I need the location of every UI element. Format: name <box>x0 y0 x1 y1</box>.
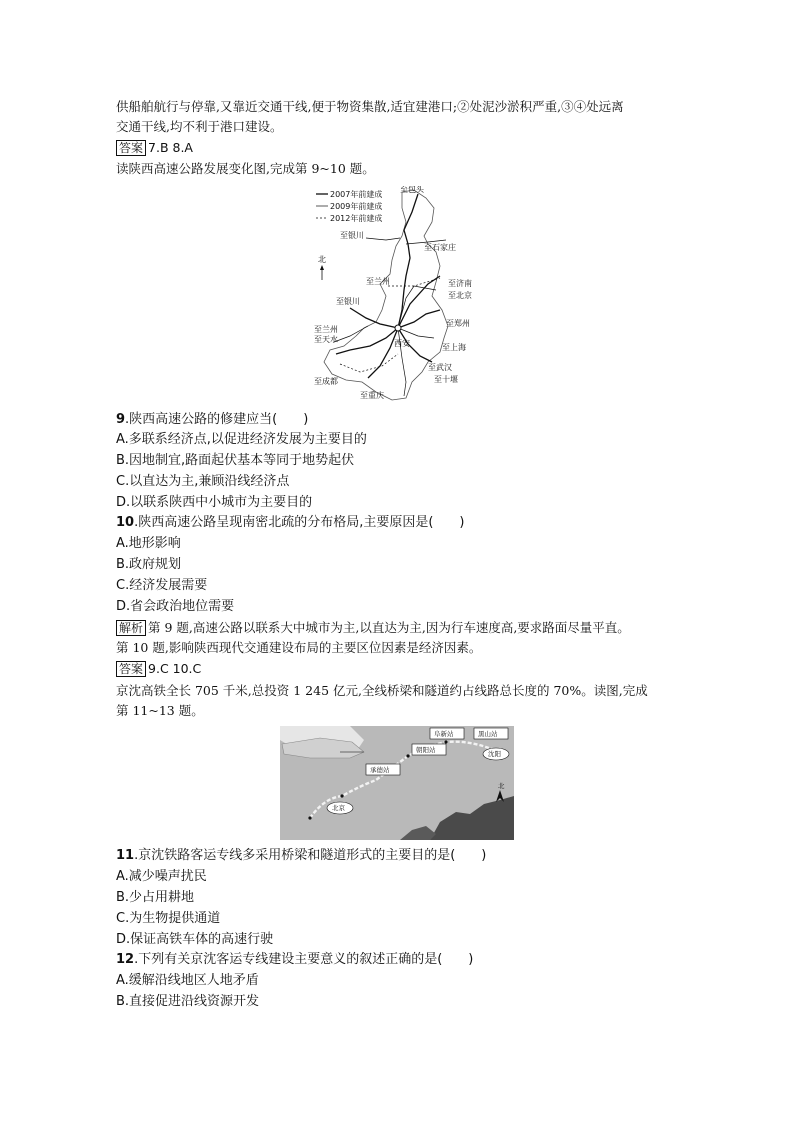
analysis-tag: 解析 <box>116 620 146 636</box>
label-lanzhou-west: 至兰州 <box>314 325 338 334</box>
analysis-line-2: 第 10 题,影响陕西现代交通建设布局的主要区位因素是经济因素。 <box>116 640 482 655</box>
analysis-text-1: 第 9 题,高速公路以联系大中城市为主,以直达为主,因为行车速度高,要求路面尽量平直。 <box>148 620 630 635</box>
label-baotou: 至包头 <box>400 186 424 194</box>
shaanxi-highway-map <box>310 186 476 408</box>
station-chengde: 承德站 <box>370 766 390 774</box>
question-number: 11 <box>116 848 135 863</box>
q9-option-b: B.因地制宜,路面起伏基本等同于地势起伏 <box>116 453 355 468</box>
label-shiyan: 至十堰 <box>434 375 458 384</box>
q11-option-c: C.为生物提供通道 <box>116 911 221 926</box>
q10-option-d: D.省会政治地位需要 <box>116 599 235 614</box>
label-shijiazhuang: 至石家庄 <box>424 243 456 252</box>
question-stem: .陕西高速公路的修建应当( ) <box>125 412 309 427</box>
q10-option-a: A.地形影响 <box>116 536 181 551</box>
answer-text: 9.C 10.C <box>148 661 202 676</box>
legend-2012: 2012年前建成 <box>330 214 383 223</box>
label-beijing: 至北京 <box>448 291 472 300</box>
q9-option-a: A.多联系经济点,以促进经济发展为主要目的 <box>116 432 367 447</box>
label-yinchuan-west: 至银川 <box>336 297 360 306</box>
prompt-9-10: 读陕西高速公路发展变化图,完成第 9~10 题。 <box>116 161 375 176</box>
station-heishan: 黑山站 <box>478 730 498 738</box>
prompt-11-13-line-2: 第 11~13 题。 <box>116 703 204 718</box>
answer-9-10 <box>116 660 201 678</box>
map-legend <box>316 189 382 223</box>
answer-text: 7.B 8.A <box>148 140 193 155</box>
q9-option-c: C.以直达为主,兼顾沿线经济点 <box>116 474 290 489</box>
legend-2009: 2009年前建成 <box>330 202 383 211</box>
label-tianshui: 至天水 <box>314 335 338 344</box>
q11-option-d: D.保证高铁车体的高速行驶 <box>116 932 274 947</box>
label-wuhan: 至武汉 <box>428 363 452 372</box>
question-stem: .京沈铁路客运专线多采用桥梁和隧道形式的主要目的是( ) <box>134 848 487 863</box>
label-beijing: 北京 <box>332 804 345 812</box>
q12-option-a: A.缓解沿线地区人地矛盾 <box>116 973 259 988</box>
label-xian: 西安 <box>394 339 410 348</box>
q10-option-b: B.政府规划 <box>116 557 182 572</box>
q11-option-b: B.少占用耕地 <box>116 890 195 905</box>
station-fuxin: 阜新站 <box>434 730 454 738</box>
north-label: 北 <box>318 255 326 264</box>
q9-option-d: D.以联系陕西中小城市为主要目的 <box>116 495 313 510</box>
jingshen-rail-map <box>280 726 514 840</box>
label-shanghai: 至上海 <box>442 343 466 352</box>
answer-7-8 <box>116 139 193 157</box>
question-number: 9 <box>116 412 126 427</box>
question-10 <box>116 513 465 533</box>
station-chaoyang: 朝阳站 <box>416 746 436 754</box>
answer-tag: 答案 <box>116 140 146 156</box>
label-chongqing: 至重庆 <box>360 391 384 400</box>
question-number: 12 <box>116 952 135 967</box>
q12-option-b: B.直接促进沿线资源开发 <box>116 994 260 1009</box>
label-shenyang: 沈阳 <box>488 750 501 758</box>
intro-line-1: 供船舶航行与停靠,又靠近交通干线,便于物资集散,适宜建港口;②处泥沙淤积严重,③④处远离 <box>116 99 624 114</box>
q11-option-a: A.减少噪声扰民 <box>116 869 207 884</box>
label-lanzhou-north: 至兰州 <box>366 277 390 286</box>
question-number: 10 <box>116 515 135 530</box>
answer-tag: 答案 <box>116 661 146 677</box>
legend-2007: 2007年前建成 <box>330 190 383 199</box>
analysis-line-1 <box>116 619 630 637</box>
label-jinan: 至济南 <box>448 279 472 288</box>
intro-line-2: 交通干线,均不利于港口建设。 <box>116 119 283 134</box>
north-label: 北 <box>498 782 505 790</box>
north-arrow <box>318 254 326 280</box>
label-zhengzhou: 至郑州 <box>446 319 470 328</box>
question-11 <box>116 846 486 866</box>
prompt-11-13-line-1: 京沈高铁全长 705 千米,总投资 1 245 亿元,全线桥梁和隧道约占线路总长度的 70%。读图,完成 <box>116 683 648 698</box>
label-chengdu: 至成都 <box>314 377 338 386</box>
q10-option-c: C.经济发展需要 <box>116 578 208 593</box>
question-9 <box>116 410 308 430</box>
label-yinchuan-north: 至银川 <box>340 231 364 240</box>
question-12 <box>116 950 473 970</box>
question-stem: .下列有关京沈客运专线建设主要意义的叙述正确的是( ) <box>134 952 474 967</box>
question-stem: .陕西高速公路呈现南密北疏的分布格局,主要原因是( ) <box>134 515 465 530</box>
